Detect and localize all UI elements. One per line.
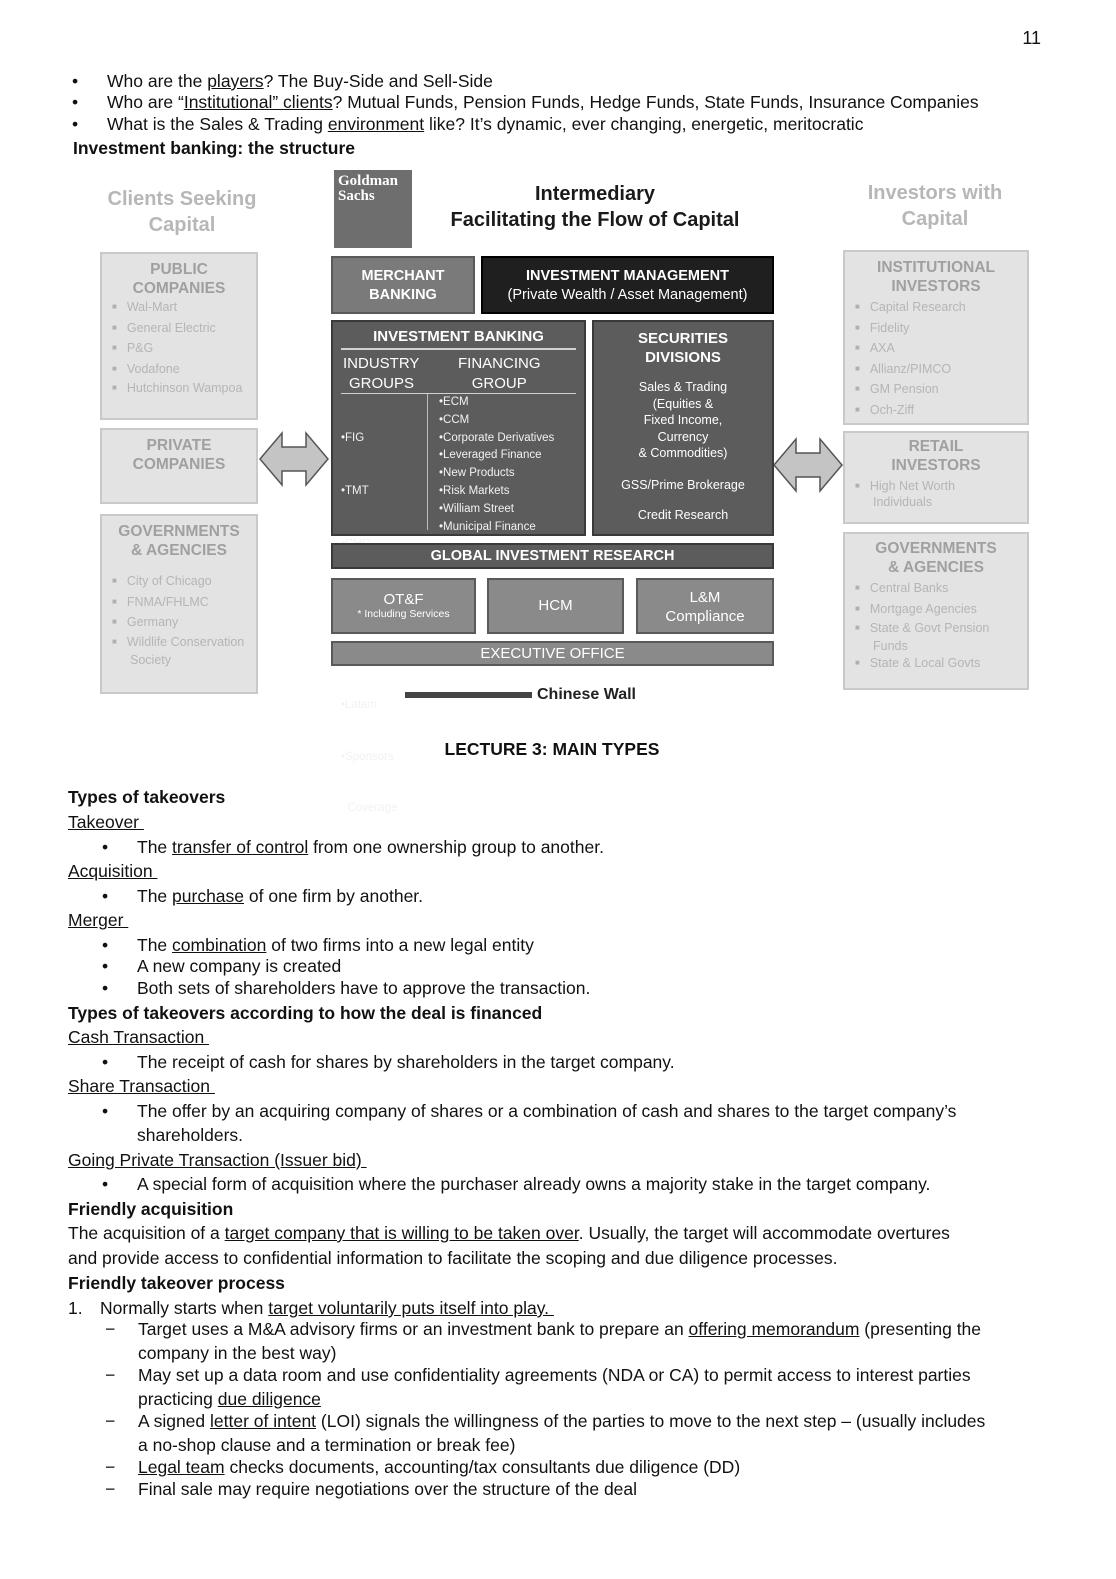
bullet-icon: • xyxy=(102,1052,109,1072)
merger-text-3: Both sets of shareholders have to approve the transaction. xyxy=(137,978,591,998)
executive-office-bar: EXECUTIVE OFFICE xyxy=(331,641,774,666)
list-item: ■ Mortgage Agencies xyxy=(855,600,1027,621)
dash-2-line-1: May set up a data room and use confidentiality agreements (NDA or CA) to permit access to interest parties xyxy=(138,1365,971,1385)
dash-1-line-1: Target uses a M&A advisory firms or an investment bank to prepare an offering memorandum (presenting the xyxy=(138,1319,982,1339)
dash-2-line-2: practicing due diligence xyxy=(138,1389,321,1409)
step-1-text: Normally starts when target voluntarily puts itself into play. xyxy=(100,1298,554,1318)
going-private-text: A special form of acquisition where the purchaser already owns a majority stake in the target company. xyxy=(137,1174,931,1194)
list-item: •CCM xyxy=(439,413,470,426)
governments-left-box: GOVERNMENTS & AGENCIES ■ City of Chicago ■ FNMA/FHLMC ■ Germany ■ Wildlife Conservation Society xyxy=(100,514,258,694)
lm-compliance-box: L&M Compliance xyxy=(636,578,774,634)
hcm-box: HCM xyxy=(487,578,624,634)
list-item: ■ High Net Worth Individuals xyxy=(855,479,1003,509)
bullet-icon: • xyxy=(72,114,79,134)
process-heading: Friendly takeover process xyxy=(68,1273,285,1293)
bullet-icon: • xyxy=(102,1101,109,1121)
friendly-heading: Friendly acquisition xyxy=(68,1199,234,1219)
bullet-icon: • xyxy=(102,886,109,906)
list-item: ■ Wal-Mart xyxy=(112,298,256,319)
securities-divisions-box: SECURITIES DIVISIONS Sales & Trading (Equities & Fixed Income, Currency & Commodities) GSS/Prime Brokerage Credit Research xyxy=(592,320,774,536)
list-item: •William Street xyxy=(439,502,514,515)
goldman-sachs-logo: Goldman Sachs xyxy=(334,170,412,248)
bullet-icon: • xyxy=(102,1174,109,1194)
list-item: ■ Fidelity xyxy=(855,319,1027,340)
friendly-paragraph-1: The acquisition of a target company that is willing to be taken over. Usually, the target will accommodate overtures xyxy=(68,1223,950,1243)
bullet-icon: • xyxy=(72,71,79,91)
dash-5: Final sale may require negotiations over the structure of the deal xyxy=(138,1479,638,1499)
list-item: ■ Vodafone xyxy=(112,360,256,381)
share-text-2: shareholders. xyxy=(137,1125,244,1145)
public-companies-box: PUBLIC COMPANIES ■ Wal-Mart ■ General Electric ■ P&G ■ Vodafone ■ Hutchinson Wampoa xyxy=(100,252,258,420)
share-label: Share Transaction xyxy=(68,1076,215,1096)
list-item: ■ General Electric xyxy=(112,319,256,340)
intro-line-2: Who are “Institutional” clients? Mutual Funds, Pension Funds, Hedge Funds, State Funds, Insurance Companies xyxy=(107,92,979,112)
bullet-icon: • xyxy=(72,92,79,112)
list-item: •New Products xyxy=(439,467,515,480)
list-item: ■ P&G xyxy=(112,339,256,360)
double-arrow-right-icon xyxy=(772,436,844,494)
institutional-investors-box: INSTITUTIONAL INVESTORS ■ Capital Research ■ Fidelity ■ AXA ■ Allianz/PIMCO ■ GM Pension ■ Och-Ziff xyxy=(843,250,1029,425)
list-item: •Latam xyxy=(341,698,377,711)
takeover-text: The transfer of control from one ownership group to another. xyxy=(137,837,604,857)
bullet-icon: • xyxy=(102,978,109,998)
friendly-paragraph-2: and provide access to confidential information to facilitate the scoping and due diligence processes. xyxy=(68,1248,838,1268)
bullet-icon: • xyxy=(102,837,109,857)
retail-investors-box: RETAIL INVESTORS ■ High Net Worth Individuals xyxy=(843,431,1029,524)
left-header: Clients Seeking Capital xyxy=(107,188,257,236)
dash-3-line-2: a no-shop clause and a termination or break fee) xyxy=(138,1435,516,1455)
list-item: ■ Wildlife Conservation Society xyxy=(112,634,256,668)
list-item: ■ Hutchinson Wampoa xyxy=(112,380,256,398)
list-item: ■ State & Govt Pension Funds xyxy=(855,620,1023,654)
dash-icon: − xyxy=(105,1365,116,1385)
dash-1-line-2: company in the best way) xyxy=(138,1343,337,1363)
list-item: •Leveraged Finance xyxy=(439,449,542,462)
governments-right-box: GOVERNMENTS & AGENCIES ■ Central Banks ■ Mortgage Agencies ■ State & Govt Pension Funds ■ State & Local Govts xyxy=(843,532,1029,690)
dash-icon: − xyxy=(105,1457,116,1477)
list-item: Coverage xyxy=(341,801,398,814)
financed-heading: Types of takeovers according to how the deal is financed xyxy=(68,1003,543,1023)
cash-label: Cash Transaction xyxy=(68,1027,210,1047)
list-item: ■ Capital Research xyxy=(855,298,1027,319)
list-item: ■ Allianz/PIMCO xyxy=(855,360,1027,381)
investment-management-box: INVESTMENT MANAGEMENT (Private Wealth / Asset Management) xyxy=(481,256,774,314)
bullet-icon: • xyxy=(102,935,109,955)
acquisition-text: The purchase of one firm by another. xyxy=(137,886,424,906)
list-item: •Sponsors xyxy=(341,750,394,763)
intro-line-1: Who are the players? The Buy-Side and Sell-Side xyxy=(107,71,493,91)
otf-box: OT&F * Including Services xyxy=(331,578,476,634)
chinese-wall-label: Chinese Wall xyxy=(537,686,636,703)
bullet-icon: • xyxy=(102,956,109,976)
types-heading: Types of takeovers xyxy=(68,787,226,807)
list-item: ■ Och-Ziff xyxy=(855,401,1027,422)
merchant-banking-box: MERCHANT BANKING xyxy=(331,256,475,314)
list-item: ■ FNMA/FHLMC xyxy=(112,593,256,614)
list-item: •FIG xyxy=(341,431,365,444)
going-private-label: Going Private Transaction (Issuer bid) xyxy=(68,1150,367,1170)
merger-label: Merger xyxy=(68,910,129,930)
list-item: •TMT xyxy=(341,484,369,497)
private-companies-box: PRIVATE COMPANIES xyxy=(100,428,258,504)
share-text-1: The offer by an acquiring company of shares or a combination of cash and shares to the target company’s xyxy=(137,1101,957,1121)
list-item: •Municipal Finance xyxy=(439,520,536,533)
structure-heading: Investment banking: the structure xyxy=(73,138,355,158)
dash-icon: − xyxy=(105,1411,116,1431)
merger-text-2: A new company is created xyxy=(137,956,342,976)
step-1-number: 1. xyxy=(68,1298,83,1318)
double-arrow-left-icon xyxy=(258,430,330,488)
list-item: ■ AXA xyxy=(855,339,1027,360)
right-header: Investors with Capital xyxy=(867,182,1003,230)
merger-text-1: The combination of two firms into a new legal entity xyxy=(137,935,534,955)
chinese-wall-line xyxy=(405,692,532,698)
intro-line-3: What is the Sales & Trading environment like? It’s dynamic, ever changing, energetic, meritocratic xyxy=(107,114,864,134)
global-research-bar: GLOBAL INVESTMENT RESEARCH xyxy=(331,543,774,569)
lecture-title: LECTURE 3: MAIN TYPES xyxy=(444,739,660,759)
cash-text: The receipt of cash for shares by shareholders in the target company. xyxy=(137,1052,675,1072)
dash-icon: − xyxy=(105,1319,116,1339)
page-number: 11 xyxy=(1022,28,1041,48)
takeover-label: Takeover xyxy=(68,812,144,832)
center-header: Intermediary Facilitating the Flow of Capital xyxy=(450,183,740,231)
list-item: ■ Germany xyxy=(112,613,256,634)
list-item: •Corporate Derivatives xyxy=(439,431,555,444)
dash-icon: − xyxy=(105,1479,116,1499)
dash-3-line-1: A signed letter of intent (LOI) signals the willingness of the parties to move to the next step – (usually includes xyxy=(138,1411,986,1431)
acquisition-label: Acquisition xyxy=(68,861,158,881)
list-item: •Risk Markets xyxy=(439,484,510,497)
list-item: ■ Central Banks xyxy=(855,579,1027,600)
list-item: ■ GM Pension xyxy=(855,380,1027,401)
dash-4: Legal team checks documents, accounting/tax consultants due diligence (DD) xyxy=(138,1457,741,1477)
investment-banking-box: INVESTMENT BANKING INDUSTRY GROUPS FINANCING GROUP •FIG •TMT •Latam •Sponsors Coverage •ECM •CCM •Corporate Derivatives •Leveraged Finance •New Products •Risk Markets •William Street •Municipal Finance xyxy=(331,320,586,536)
list-item: ■ State & Local Govts xyxy=(855,654,1027,675)
list-item: •ECM xyxy=(439,396,469,408)
list-item: ■ City of Chicago xyxy=(112,572,256,593)
